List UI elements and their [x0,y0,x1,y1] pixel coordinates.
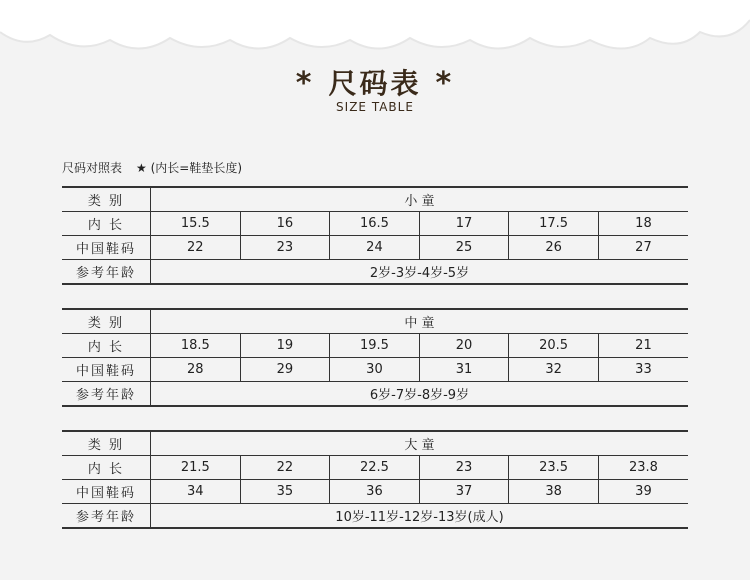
cn-size-cell: 25 [419,236,509,260]
cn-size-cell: 24 [330,236,420,260]
age-label: 参考年龄 [62,382,151,407]
inner-length-label: 内 长 [62,334,151,358]
page-subtitle: SIZE TABLE [336,100,414,114]
cn-size-cell: 39 [598,480,688,504]
size-note-label: 尺码对照表 [62,161,123,175]
cn-size-cell: 31 [419,358,509,382]
size-table-small [62,186,688,285]
inner-length-cell: 19.5 [330,334,420,358]
cn-size-cell: 33 [598,358,688,382]
inner-length-cell: 20.5 [509,334,599,358]
inner-length-cell: 23.8 [598,456,688,480]
size-note [62,159,256,176]
table-row-cn-size [62,236,688,260]
category-value: 大 童 [151,431,689,456]
size-table-large [62,430,688,529]
cn-size-cell: 35 [240,480,330,504]
table-row-age [62,382,688,407]
inner-length-cell: 18 [598,212,688,236]
age-value: 2岁-3岁-4岁-5岁 [151,260,689,285]
page-title [0,62,750,102]
cn-size-cell: 34 [151,480,241,504]
cn-size-cell: 26 [509,236,599,260]
inner-length-cell: 16.5 [330,212,420,236]
table-row-category [62,309,688,334]
cn-size-cell: 23 [240,236,330,260]
inner-length-label: 内 长 [62,456,151,480]
star-left-icon: * [295,66,315,101]
age-label: 参考年龄 [62,504,151,529]
category-label: 类 别 [62,187,151,212]
inner-length-cell: 16 [240,212,330,236]
inner-length-cell: 21.5 [151,456,241,480]
cn-size-cell: 29 [240,358,330,382]
table-row-cn-size [62,358,688,382]
cn-size-cell: 30 [330,358,420,382]
age-label: 参考年龄 [62,260,151,285]
table-row-category [62,187,688,212]
inner-length-cell: 15.5 [151,212,241,236]
table-row-inner-length [62,212,688,236]
inner-length-cell: 21 [598,334,688,358]
cn-size-cell: 37 [419,480,509,504]
category-value: 中 童 [151,309,689,334]
age-value: 6岁-7岁-8岁-9岁 [151,382,689,407]
category-label: 类 别 [62,431,151,456]
inner-length-cell: 23.5 [509,456,599,480]
cn-size-label: 中国鞋码 [62,236,151,260]
size-note-text: ★ (内长=鞋垫长度) [136,161,243,175]
age-value: 10岁-11岁-12岁-13岁(成人) [151,504,689,529]
cn-size-cell: 28 [151,358,241,382]
cn-size-cell: 32 [509,358,599,382]
cn-size-label: 中国鞋码 [62,480,151,504]
inner-length-cell: 19 [240,334,330,358]
inner-length-cell: 17 [419,212,509,236]
page-title-text: 尺码表 [328,67,422,100]
inner-length-cell: 18.5 [151,334,241,358]
inner-length-label: 内 长 [62,212,151,236]
inner-length-cell: 22 [240,456,330,480]
cn-size-cell: 38 [509,480,599,504]
inner-length-cell: 22.5 [330,456,420,480]
inner-length-cell: 17.5 [509,212,599,236]
table-row-age [62,260,688,285]
size-table-medium [62,308,688,407]
table-row-inner-length [62,334,688,358]
inner-length-cell: 20 [419,334,509,358]
cn-size-cell: 22 [151,236,241,260]
star-right-icon: * [435,66,455,101]
cn-size-label: 中国鞋码 [62,358,151,382]
cn-size-cell: 36 [330,480,420,504]
inner-length-cell: 23 [419,456,509,480]
table-row-age [62,504,688,529]
table-row-category [62,431,688,456]
category-label: 类 别 [62,309,151,334]
category-value: 小 童 [151,187,689,212]
table-row-cn-size [62,480,688,504]
cn-size-cell: 27 [598,236,688,260]
table-row-inner-length [62,456,688,480]
